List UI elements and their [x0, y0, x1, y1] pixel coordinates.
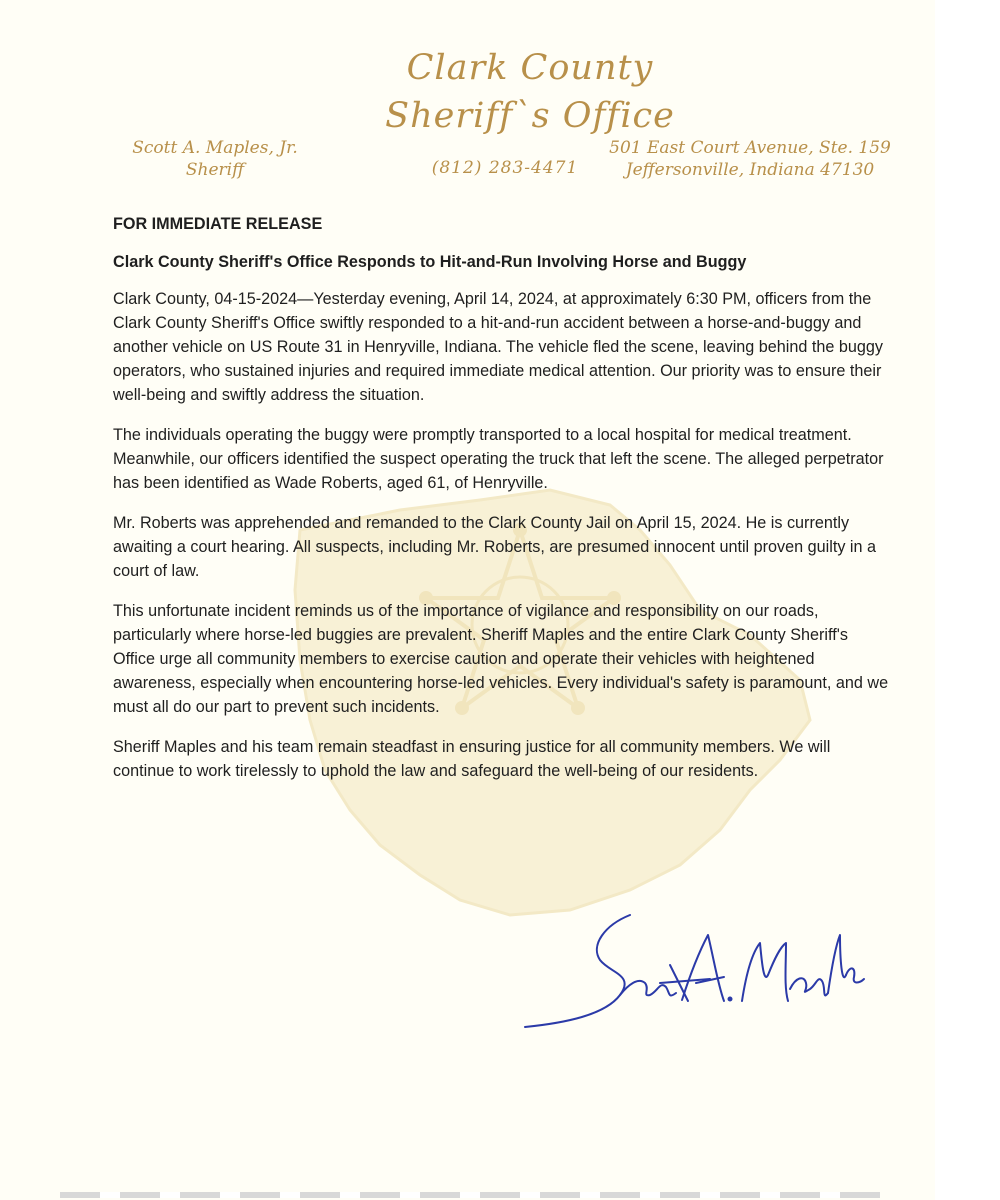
release-label: FOR IMMEDIATE RELEASE: [113, 215, 323, 233]
letterhead-sheriff-title: Sheriff: [185, 160, 245, 180]
letterhead-phone: (812) 283-4471: [431, 158, 579, 178]
letterhead-office: Sheriff`s Office: [385, 96, 675, 136]
paragraph-5: Sheriff Maples and his team remain steadfast in ensuring justice for all community members. We will continue to work tirelessly to uphold the law and safeguard the well-being of our residents.: [113, 738, 831, 780]
paragraph-3: Mr. Roberts was apprehended and remanded to the Clark County Jail on April 15, 2024. He is currently awaiting a court hearing. All suspects, including Mr. Roberts, are presumed innocent until proven guilty in a court of law.: [113, 514, 877, 580]
release-headline: Clark County Sheriff's Office Responds to Hit-and-Run Involving Horse and Buggy: [113, 253, 747, 271]
paragraph-1: Clark County, 04-15-2024—Yesterday evening, April 14, 2024, at approximately 6:30 PM, officers from the Clark County Sheriff's Office swiftly responded to a hit-and-run accident between a horse-and-buggy and another vehicle on US Route 31 in Henryville, Indiana. The vehicle fled the scene, leaving behind the buggy operators, who sustained injuries and required immediate medical attention. Our priority was to ensure their well-being and swiftly address the situation.: [113, 290, 884, 404]
page-margin: [935, 0, 1000, 1200]
press-release-body: [113, 212, 893, 799]
letterhead-sheriff-name: Scott A. Maples, Jr.: [132, 138, 298, 158]
paragraph-4: This unfortunate incident reminds us of the importance of vigilance and responsibility on our roads, particularly where horse-led buggies are prevalent. Sheriff Maples and the entire Clark County Sheriff's Office urge all community members to exercise caution and operate their vehicles with heightened awareness, especially when encountering horse-led vehicles. Every individual's safety is paramount, and we must all do our part to prevent such incidents.: [113, 602, 889, 716]
letterhead-address-street: 501 East Court Avenue, Ste. 159: [609, 138, 891, 158]
paragraph-2: The individuals operating the buggy were promptly transported to a local hospital for medical treatment. Meanwhile, our officers identified the suspect operating the truck that left the scene. The alleged perpetrator has been identified as Wade Roberts, aged 61, of Henryville.: [113, 426, 884, 492]
letterhead-county: Clark County: [406, 48, 654, 88]
scan-edge: [60, 1192, 880, 1198]
signature-icon: [510, 905, 870, 1035]
letterhead-address-city: Jeffersonville, Indiana 47130: [625, 160, 875, 180]
